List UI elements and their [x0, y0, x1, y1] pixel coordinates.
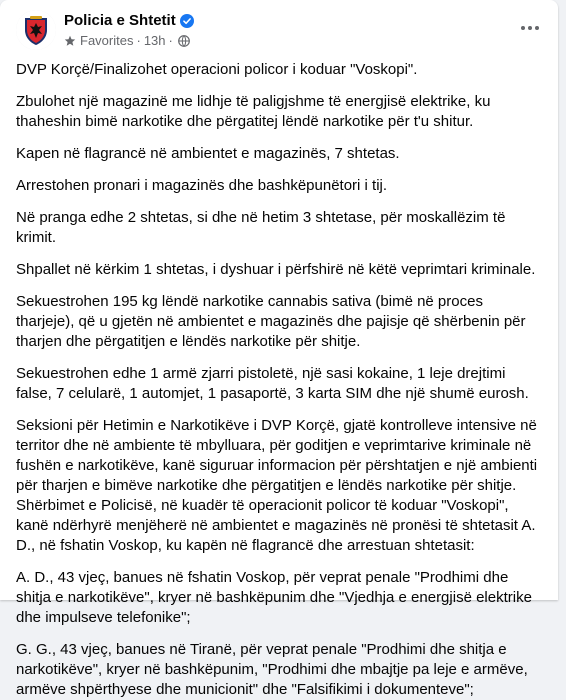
post-paragraph: Seksioni për Hetimin e Narkotikëve i DVP Korçë, gjatë kontrolleve intensive në territor dhe në ambiente të mbylluara, për goditjen e veprimtarive kriminale në fushën e narkotikëve, kanë siguruar informacion për përshtatjen e një ambienti për tharjen e bimëve narkotike dhe përgatitjen e lëndës narkotike për shitje. Shërbimet e Policisë, në kuadër të operacionit policor të koduar "Voskopi", kanë ndërhyrë menjëherë në ambientet e magazinës në pronësi të shtetasit A. D., në fshatin Voskop, ku kapën në flagrancë dhe arrestuan shtetasit: [16, 417, 538, 554]
post-meta [64, 33, 190, 48]
post-paragraph: Kapen në flagrancë në ambientet e magazinës, 7 shtetas. [16, 145, 400, 162]
post-paragraph: Zbulohet një magazinë me lidhje të paligjshme të energjisë elektrike, ku thaheshin bimë narkotike dhe përgatitej lëndë narkotike për t'u shitur. [16, 93, 491, 130]
post-paragraph: Sekuestrohen 195 kg lëndë narkotike cannabis sativa (bimë në proces tharjeje), që u gjetën në ambientet e magazinës dhe pajisje që shërbenin për tharjen dhe përgatitjen e lëndës narkotike për shitje. [16, 293, 526, 350]
post-header [0, 0, 558, 58]
post-author [64, 12, 194, 29]
post-paragraph: Arrestohen pronari i magazinës dhe bashkëpunëtori i tij. [16, 177, 388, 194]
post-paragraph: G. G., 43 vjeç, banues në Tiranë, për veprat penale "Prodhimi dhe shitja e narkotikëve", kryer në bashkëpunim, "Prodhimi dhe mbajtje pa leje e armëve, armëve shpërthyese dhe municionit" dhe "Falsifikimi i dokumenteve"; [16, 641, 528, 698]
star-icon [64, 35, 76, 47]
verified-badge-icon [180, 14, 194, 28]
author-name[interactable]: Policia e Shtetit [64, 12, 176, 29]
post-paragraph: A. D., 43 vjeç, banues në fshatin Voskop, për veprat penale "Prodhimi dhe shitja e narkotikëve", kryer në bashkëpunim dhe "Vjedhja e energjisë elektrike dhe impulseve telefonike"; [16, 569, 532, 626]
post-paragraph: Shpallet në kërkim 1 shtetas, i dyshuar i përfshirë në këtë veprimtari kriminale. [16, 261, 536, 278]
post-paragraph: DVP Korçë/Finalizohet operacioni policor i koduar "Voskopi". [16, 61, 418, 78]
more-options-icon [520, 25, 540, 31]
post-paragraph: Në pranga edhe 2 shtetas, si dhe në hetim 3 shtetase, për moskallëzim të krimit. [16, 209, 506, 246]
post-text [0, 60, 558, 700]
avatar[interactable] [16, 10, 56, 50]
meta-separator-2: · [168, 33, 173, 48]
post-timestamp[interactable]: 13h [143, 33, 166, 48]
more-options-button[interactable] [518, 18, 542, 38]
meta-separator: · [136, 33, 141, 48]
audience-label: Favorites [80, 33, 134, 48]
police-emblem-icon [16, 10, 56, 50]
globe-icon[interactable] [178, 35, 190, 47]
post-paragraph: Sekuestrohen edhe 1 armë zjarri pistoletë, një sasi kokaine, 1 leje drejtimi false, 7 celularë, 1 automjet, 1 pasaportë, 3 karta SIM dhe një shumë eurosh. [16, 365, 529, 402]
